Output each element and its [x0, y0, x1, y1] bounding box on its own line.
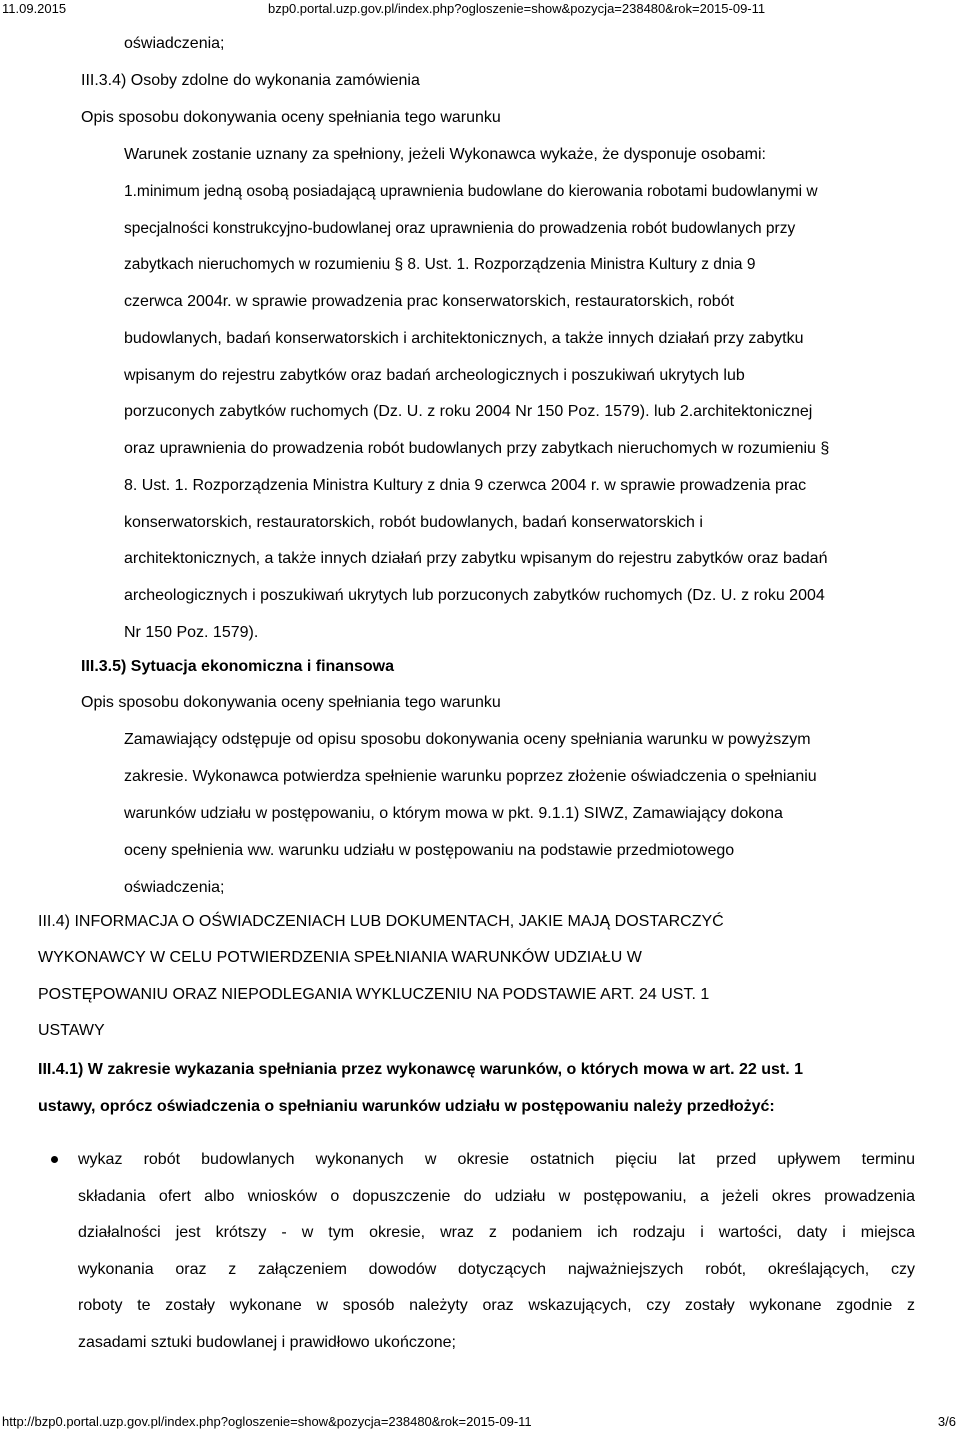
bullet-text-line: roboty te zostały wykonane w sposób należyty oraz wskazujących, czy zostały wykonane zgodnie z [78, 1297, 915, 1314]
section-title-3-4: USTAWY [38, 1022, 105, 1039]
paragraph-line: budowlanych, badań konserwatorskich i architektonicznych, a także innych działań przy zabytku [124, 330, 804, 347]
paragraph-line: 8. Ust. 1. Rozporządzenia Ministra Kultury z dnia 9 czerwca 2004 r. w sprawie prowadzenia prac [124, 477, 807, 494]
paragraph-line: Warunek zostanie uznany za spełniony, jeżeli Wykonawca wykaże, że dysponuje osobami: [124, 146, 766, 163]
paragraph-line: warunków udziału w postępowaniu, o którym mowa w pkt. 9.1.1) SIWZ, Zamawiający dokona [124, 805, 783, 822]
paragraph-line: czerwca 2004r. w sprawie prowadzenia prac konserwatorskich, restauratorskich, robót [124, 293, 735, 310]
paragraph-line: porzuconych zabytków ruchomych (Dz. U. z roku 2004 Nr 150 Poz. 1579). lub 2.architektonicznej [124, 403, 813, 420]
section-title-3-3-5: III.3.5) Sytuacja ekonomiczna i finansowa [81, 658, 394, 675]
paragraph-line: architektonicznych, a także innych działań przy zabytku wpisanym do rejestru zabytków oraz badań [124, 550, 828, 567]
page-number: 3/6 [937, 1414, 956, 1429]
print-date: 11.09.2015 [2, 1, 67, 16]
paragraph-line: Zamawiający odstępuje od opisu sposobu dokonywania oceny spełniania warunku w powyższym [124, 731, 811, 748]
paragraph-line: zakresie. Wykonawca potwierdza spełnienie warunku poprzez złożenie oświadczenia o spełnianiu [124, 768, 817, 785]
paragraph-line: oświadczenia; [124, 879, 225, 896]
bullet-icon [51, 1156, 58, 1163]
bullet-text-line: wykaz robót budowlanych wykonanych w okresie ostatnich pięciu lat przed upływem terminu [78, 1151, 915, 1168]
bullet-text-line: działalności jest krótszy - w tym okresie, wraz z podaniem ich rodzaju i wartości, daty i miejsca [78, 1224, 915, 1241]
paragraph-line: zabytkach nieruchomych w rozumieniu § 8. Ust. 1. Rozporządzenia Ministra Kultury z dnia 9 [124, 256, 756, 273]
print-footer-url: http://bzp0.portal.uzp.gov.pl/index.php?ogloszenie=show&pozycja=238480&rok=2015-09-11 [2, 1414, 532, 1429]
section-title-3-4: WYKONAWCY W CELU POTWIERDZENIA SPEŁNIANIA WARUNKÓW UDZIAŁU W [38, 949, 642, 966]
paragraph-line: Nr 150 Poz. 1579). [124, 624, 259, 641]
bullet-text-line: składania ofert albo wniosków o dopuszczenie do udziału w postępowaniu, a jeżeli okres prowadzenia [78, 1188, 915, 1205]
bullet-text-line: zasadami sztuki budowlanej i prawidłowo ukończone; [78, 1334, 456, 1351]
paragraph-line: archeologicznych i poszukiwań ukrytych lub porzuconych zabytków ruchomych (Dz. U. z roku 2004 [124, 587, 825, 604]
section-title-3-3-4: III.3.4) Osoby zdolne do wykonania zamówienia [81, 72, 420, 89]
section-subtitle: Opis sposobu dokonywania oceny spełniania tego warunku [81, 109, 501, 126]
paragraph-line: 1.minimum jedną osobą posiadającą uprawnienia budowlane do kierowania robotami budowlanymi w [124, 183, 818, 200]
bullet-text-line: wykonania oraz z załączeniem dowodów dotyczących najważniejszych robót, określających, czy [78, 1261, 915, 1278]
paragraph-line: konserwatorskich, restauratorskich, robót budowlanych, badań konserwatorskich i [124, 514, 703, 531]
subsection-title-3-4-1: ustawy, oprócz oświadczenia o spełnianiu warunków udziału w postępowaniu należy przedłożyć: [38, 1098, 775, 1115]
section-title-3-4: III.4) INFORMACJA O OŚWIADCZENIACH LUB DOKUMENTACH, JAKIE MAJĄ DOSTARCZYĆ [38, 913, 724, 930]
section-title-3-4: POSTĘPOWANIU ORAZ NIEPODLEGANIA WYKLUCZENIU NA PODSTAWIE ART. 24 UST. 1 [38, 986, 710, 1003]
paragraph-line: specjalności konstrukcyjno-budowlanej oraz uprawnienia do prowadzenia robót budowlanych przy [124, 220, 796, 237]
subsection-title-3-4-1: III.4.1) W zakresie wykazania spełniania przez wykonawcę warunków, o których mowa w art. 22 ust. 1 [38, 1061, 804, 1078]
paragraph-line: oraz uprawnienia do prowadzenia robót budowlanych przy zabytkach nieruchomych w rozumieniu § [124, 440, 830, 457]
paragraph-line: wpisanym do rejestru zabytków oraz badań archeologicznych i poszukiwań ukrytych lub [124, 367, 745, 384]
print-header-url: bzp0.portal.uzp.gov.pl/index.php?ogloszenie=show&pozycja=238480&rok=2015-09-11 [268, 1, 766, 16]
paragraph-line: oceny spełnienia ww. warunku udziału w postępowaniu na podstawie przedmiotowego [124, 842, 735, 859]
previous-section-tail: oświadczenia; [124, 35, 225, 52]
section-subtitle: Opis sposobu dokonywania oceny spełniania tego warunku [81, 694, 501, 711]
